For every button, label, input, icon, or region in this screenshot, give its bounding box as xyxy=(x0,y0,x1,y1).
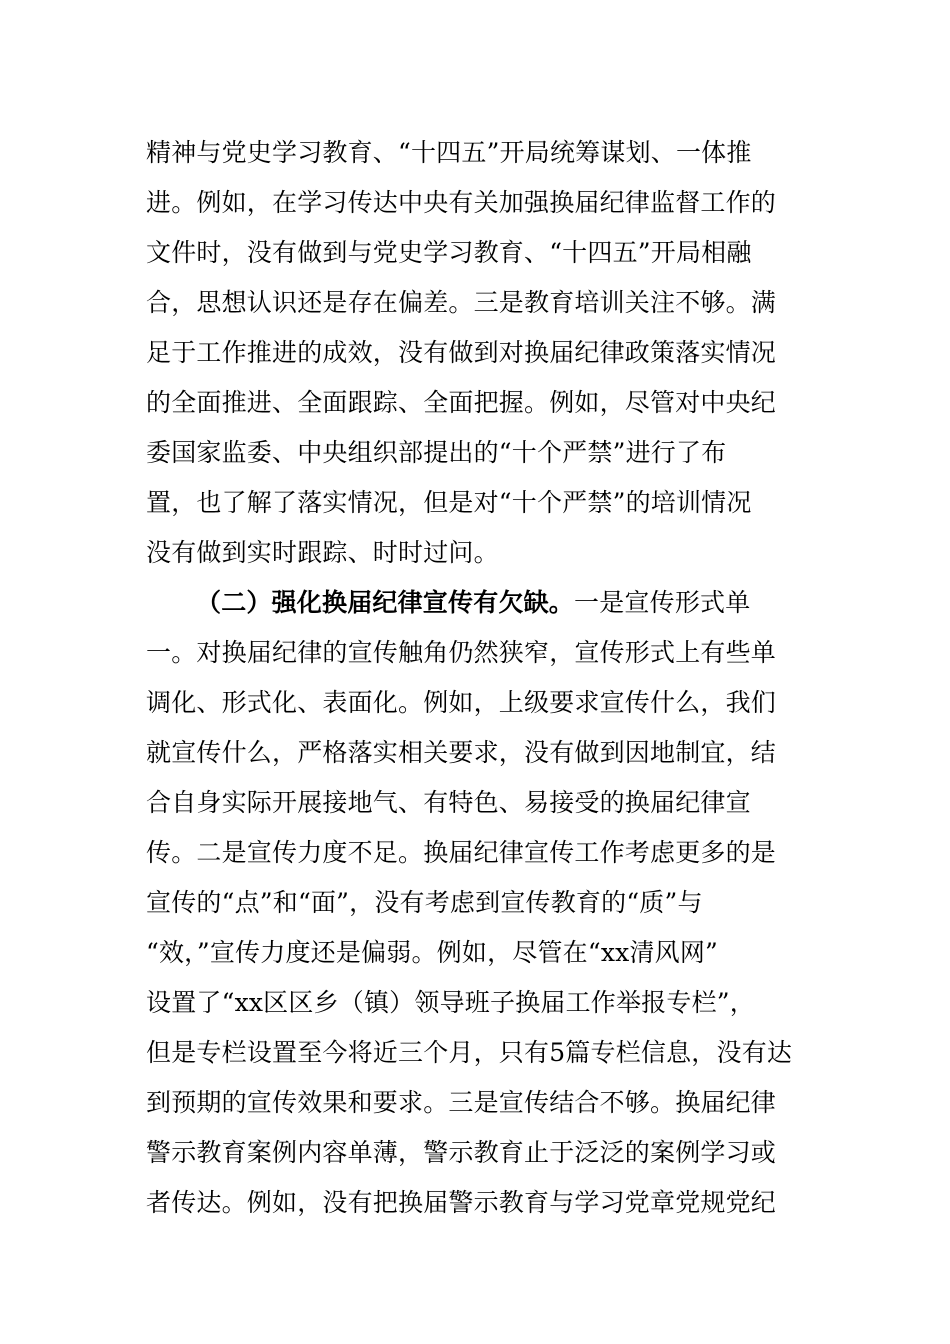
paragraph-line: 到预期的宣传效果和要求。三是宣传结合不够。换届纪律 xyxy=(146,1088,777,1117)
paragraph-line: “效，”宣传力度还是偏弱。例如，尽管在“xx清风网” xyxy=(146,938,719,967)
paragraph-line: 调化、形式化、表面化。例如，上级要求宣传什么，我们 xyxy=(146,688,777,717)
section-heading-rest: 一是宣传形式单 xyxy=(574,588,751,617)
paragraph-line: 设置了“xx区区乡（镇）领导班子换届工作举报专栏”， xyxy=(146,988,755,1017)
paragraph-line: 就宣传什么，严格落实相关要求，没有做到因地制宜，结 xyxy=(146,738,777,767)
paragraph-line: 但是专栏设置至今将近三个月，只有5篇专栏信息，没有达 xyxy=(146,1038,793,1067)
paragraph-line: 合自身实际开展接地气、有特色、易接受的换届纪律宣 xyxy=(146,788,751,817)
section-heading: （二）强化换届纪律宣传有欠缺。 xyxy=(196,588,575,617)
section-heading-line xyxy=(196,583,806,623)
paragraph-line: 没有做到实时跟踪、时时过问。 xyxy=(146,538,499,567)
paragraph-line: 足于工作推进的成效，没有做到对换届纪律政策落实情况 xyxy=(146,338,777,367)
paragraph-line: 一。对换届纪律的宣传触角仍然狭窄，宣传形式上有些单 xyxy=(146,638,777,667)
paragraph-line: 合，思想认识还是存在偏差。三是教育培训关注不够。满 xyxy=(146,288,777,317)
paragraph-line: 的全面推进、全面跟踪、全面把握。例如，尽管对中央纪 xyxy=(146,388,777,417)
paragraph-line: 进。例如，在学习传达中央有关加强换届纪律监督工作的 xyxy=(146,188,777,217)
paragraph-line: 置，也了解了落实情况，但是对“十个严禁”的培训情况 xyxy=(146,488,752,517)
paragraph-line: 宣传的“点”和“面”，没有考虑到宣传教育的“质”与 xyxy=(146,888,703,917)
paragraph-line: 精神与党史学习教育、“十四五”开局统筹谋划、一体推 xyxy=(146,138,752,167)
paragraph-line: 警示教育案例内容单薄，警示教育止于泛泛的案例学习或 xyxy=(146,1138,777,1167)
paragraph-line: 者传达。例如，没有把换届警示教育与学习党章党规党纪 xyxy=(146,1188,777,1217)
paragraph-line: 传。二是宣传力度不足。换届纪律宣传工作考虑更多的是 xyxy=(146,838,777,867)
paragraph-line: 委国家监委、中央组织部提出的“十个严禁”进行了布 xyxy=(146,438,727,467)
paragraph-line: 文件时，没有做到与党史学习教育、“十四五”开局相融 xyxy=(146,238,752,267)
